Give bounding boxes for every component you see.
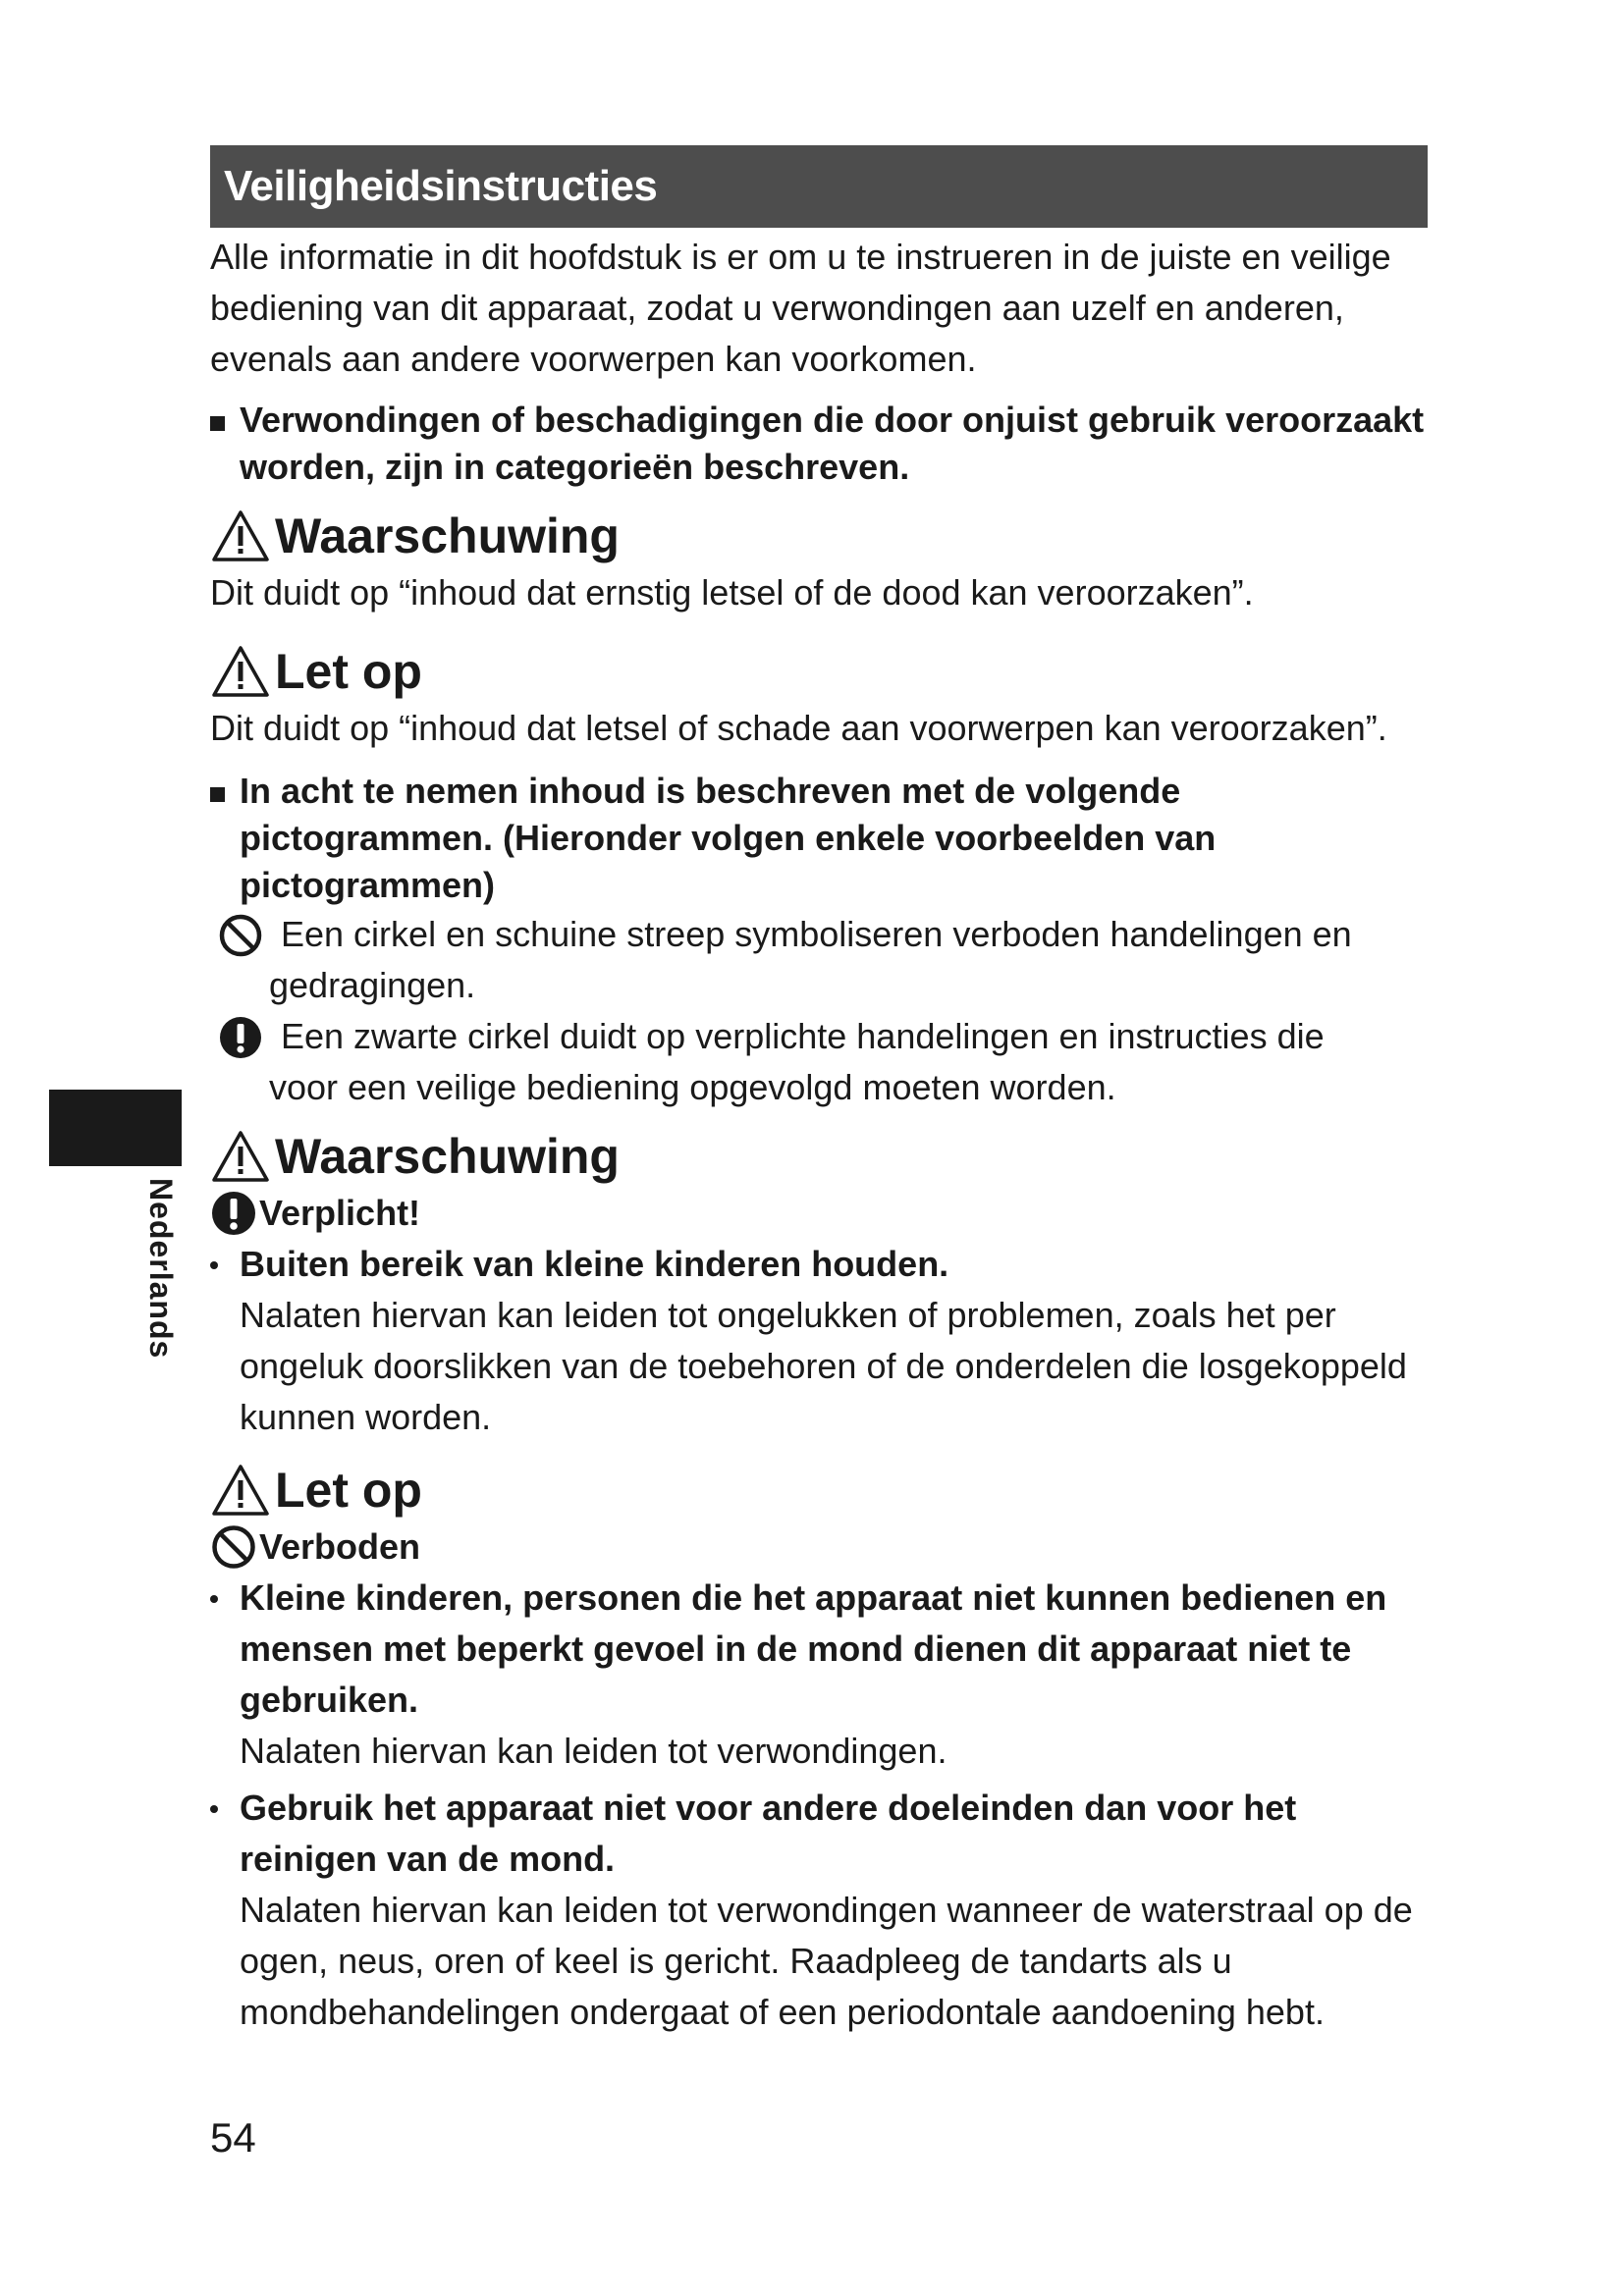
- mandatory-explanation: Een zwarte cirkel duidt op verplichte handelingen en instructies die voor een veilige bediening opgevolgd moeten worden.: [210, 1011, 1428, 1113]
- caution-heading: Let op: [210, 640, 1428, 703]
- prohibited-heading: Verboden: [210, 1522, 1428, 1573]
- intro-paragraph: Alle informatie in dit hoofdstuk is er om u te instrueren in de juiste en veilige bediening van dit apparaat, zodat u verwondingen aan uzelf en anderen, evenals aan andere voorwerpen kan voorkomen.: [210, 237, 1391, 379]
- bullet-icon: [210, 1595, 218, 1603]
- warning2-heading: Waarschuwing: [210, 1125, 1428, 1188]
- warning-triangle-icon: [210, 1463, 271, 1518]
- mandatory-icon: [210, 1190, 257, 1237]
- list-item: Kleine kinderen, personen die het apparaat niet kunnen bedienen en mensen met beperkt gevoel in de mond dienen dit apparaat niet te gebruiken. Nalaten hiervan kan leiden tot verwondingen.: [210, 1573, 1428, 1777]
- list-item: Gebruik het apparaat niet voor andere doeleinden dan voor het reinigen van de mond. Nalaten hiervan kan leiden tot verwondingen wanneer de waterstraal op de ogen, neus, oren of keel is gericht. Raadpleeg de tandarts als u mondbehandelingen ondergaat of een periodontale aandoening hebt.: [210, 1783, 1428, 2038]
- square-bullet-icon: [210, 787, 225, 802]
- warning-description: Dit duidt op “inhoud dat ernstig letsel of de dood kan veroorzaken”.: [210, 572, 1254, 613]
- mandatory-heading: Verplicht!: [210, 1188, 1428, 1239]
- list-item: Buiten bereik van kleine kinderen houden. Nalaten hiervan kan leiden tot ongelukken of problemen, zoals het per ongeluk doorslikken van de toebehoren of de onderdelen die losgekoppeld kunnen worden.: [210, 1239, 1428, 1443]
- pictogram-note: In acht te nemen inhoud is beschreven met de volgende pictogrammen. (Hieronder volgen enkele voorbeelden van pictogrammen): [210, 768, 1428, 909]
- caution-description: Dit duidt op “inhoud dat letsel of schade aan voorwerpen kan veroorzaken”.: [210, 708, 1387, 748]
- caution2-heading: Let op: [210, 1459, 1428, 1522]
- bullet-icon: [210, 1261, 218, 1269]
- bullet-icon: [210, 1805, 218, 1813]
- prohibit-icon: [218, 913, 263, 958]
- mandatory-icon: [218, 1015, 263, 1060]
- warning-triangle-icon: [210, 644, 271, 699]
- language-label: Nederlands: [143, 1178, 179, 1360]
- section-title: Veiligheidsinstructies: [210, 145, 1428, 228]
- warning-triangle-icon: [210, 508, 271, 563]
- prohibit-icon: [210, 1523, 257, 1571]
- category-note: Verwondingen of beschadigingen die door onjuist gebruik veroorzaakt worden, zijn in categorieën beschreven.: [210, 397, 1428, 491]
- prohibit-explanation: Een cirkel en schuine streep symboliseren verboden handelingen en gedragingen.: [210, 909, 1428, 1011]
- language-tab: [49, 1090, 182, 1166]
- square-bullet-icon: [210, 416, 225, 431]
- page-number: 54: [210, 2114, 256, 2161]
- warning-triangle-icon: [210, 1129, 271, 1184]
- warning-heading: Waarschuwing: [210, 505, 1428, 567]
- safety-section: [210, 145, 1428, 2038]
